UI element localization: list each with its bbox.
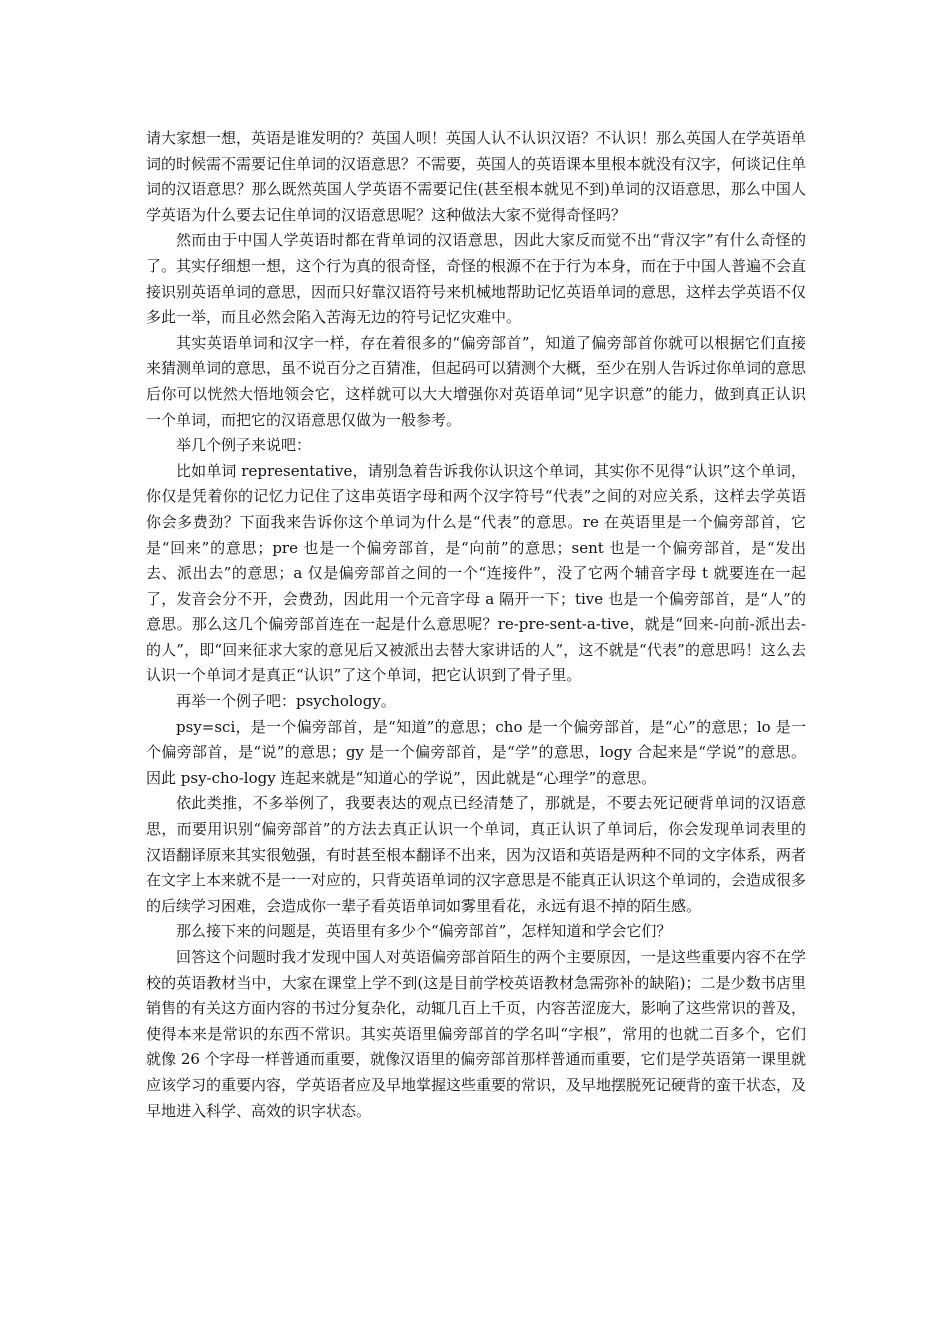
document-body xyxy=(146,126,806,1124)
paragraph-5: 比如单词 representative，请别急着告诉我你认识这个单词，其实你不见得“认识”这个单词，你仅是凭着你的记忆力记住了这串英语字母和两个汉字符号“代表”之间的对应关系，这样去学英语你会多费劲？下面我来告诉你这个单词为什么是“代表”的意思。re 在英语里是一个偏旁部首，它是“回来”的意思；pre 也是一个偏旁部首，是“向前”的意思；sent 也是一个偏旁部首，是“发出去、派出去”的意思；a 仅是偏旁部首之间的一个“连接件”，没了它两个辅音字母 t 就要连在一起了，发音会分不开，会费劲，因此用一个元音字母 a 隔开一下；tive 也是一个偏旁部首，是“人”的意思。那么这几个偏旁部首连在一起是什么意思呢？re-pre-sent-a-tive，就是“回来-向前-派出去-的人”，即“回来征求大家的意见后又被派出去替大家讲话的人”，这不就是“代表”的意思吗！这么去认识一个单词才是真正“认识”了这个单词，把它认识到了骨子里。 xyxy=(146,461,806,685)
paragraph-3: 其实英语单词和汉字一样，存在着很多的“偏旁部首”，知道了偏旁部首你就可以根据它们直接来猜测单词的意思，虽不说百分之百猜准，但起码可以猜测个大概，至少在别人告诉过你单词的意思后你可以恍然大悟地领会它，这样就可以大大增强你对英语单词“见字识意”的能力，做到真正认识一个单词，而把它的汉语意思仅做为一般参考。 xyxy=(146,333,807,429)
paragraph-6: 再举一个例子吧：psychology。 xyxy=(176,692,396,711)
paragraph-8: 依此类推，不多举例了，我要表达的观点已经清楚了，那就是，不要去死记硬背单词的汉语意思，而要用识别“偏旁部首”的方法去真正认识一个单词，真正认识了单词后，你会发现单词表里的汉语翻译原来其实很勉强，有时甚至根本翻译不出来，因为汉语和英语是两种不同的文字体系，两者在文字上本来就不是一一对应的，只背英语单词的汉字意思是不能真正认识这个单词的，会造成很多的后续学习困难，会造成你一辈子看英语单词如雾里看花，永远有退不掉的陌生感。 xyxy=(146,794,807,915)
paragraph-2: 然而由于中国人学英语时都在背单词的汉语意思，因此大家反而觉不出“背汉字”有什么奇怪的了。其实仔细想一想，这个行为真的很奇怪，奇怪的根源不在于行为本身，而在于中国人普遍不会直接识别英语单词的意思，因而只好靠汉语符号来机械地帮助记忆英语单词的意思，这样去学英语不仅多此一举，而且必然会陷入苦海无边的符号记忆灾难中。 xyxy=(146,231,807,327)
paragraph-1: 请大家想一想，英语是谁发明的？英国人呗！英国人认不认识汉语？不认识！那么英国人在学英语单词的时候需不需要记住单词的汉语意思？不需要，英国人的英语课本里根本就没有汉字，何谈记住单词的汉语意思？那么既然英国人学英语不需要记住(甚至根本就见不到)单词的汉语意思，那么中国人学英语为什么要去记住单词的汉语意思呢？这种做法大家不觉得奇怪吗？ xyxy=(146,129,807,224)
paragraph-9: 那么接下来的问题是，英语里有多少个“偏旁部首”，怎样知道和学会它们？ xyxy=(176,922,672,941)
paragraph-4: 举几个例子来说吧： xyxy=(176,436,312,455)
paragraph-10: 回答这个问题时我才发现中国人对英语偏旁部首陌生的两个主要原因，一是这些重要内容不在学校的英语教材当中，大家在课堂上学不到(这是目前学校英语教材急需弥补的缺陷)；二是少数书店里销售的有关这方面内容的书过分复杂化，动辄几百上千页，内容苦涩庞大，影响了这些常识的普及，使得本来是常识的东西不常识。其实英语里偏旁部首的学名叫“字根”，常用的也就二百多个，它们就像 26 个字母一样普通而重要，就像汉语里的偏旁部首那样普通而重要，它们是学英语第一课里就应该学习的重要内容，学英语者应及早地掌握这些重要的常识，及早地摆脱死记硬背的蛮干状态，及早地进入科学、高效的识字状态。 xyxy=(146,948,807,1120)
paragraph-7: psy=sci，是一个偏旁部首，是“知道”的意思；cho 是一个偏旁部首，是“心”的意思；lo 是一个偏旁部首，是“说”的意思；gy 是一个偏旁部首，是“学”的意思，logy 合起来是“学说”的意思。因此 psy-cho-logy 连起来就是“知道心的学说”，因此就是“心理学”的意思。 xyxy=(146,717,806,787)
